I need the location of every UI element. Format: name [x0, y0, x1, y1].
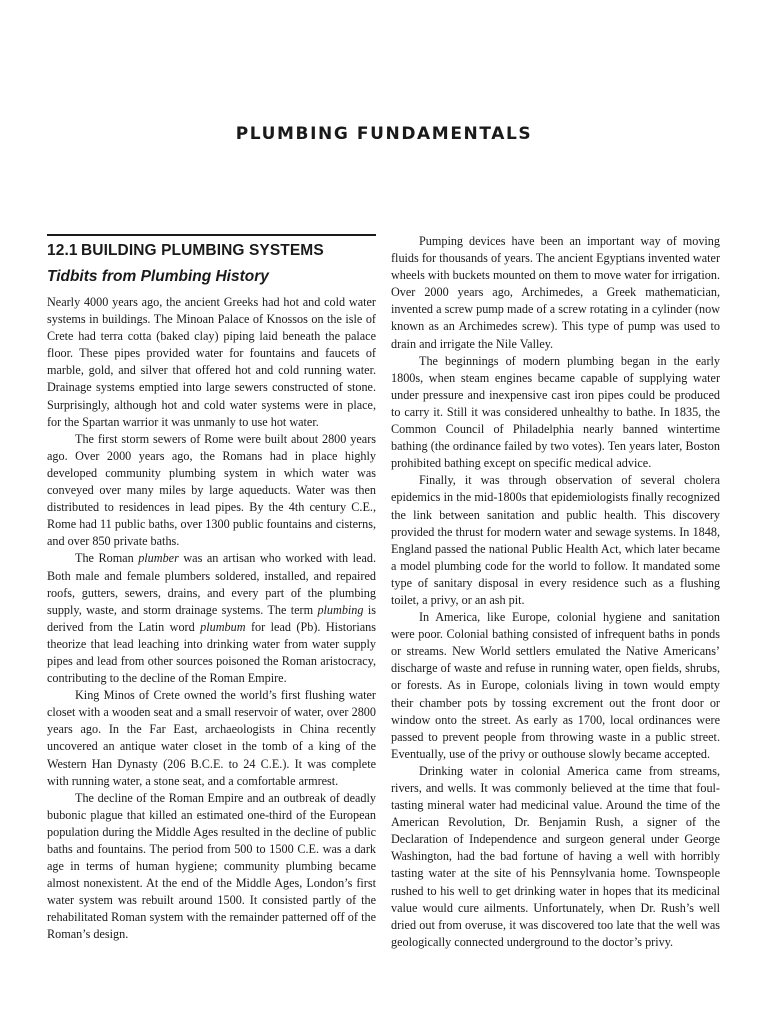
section-rule: [47, 234, 376, 236]
left-column: [47, 234, 376, 944]
section-heading: [47, 242, 376, 260]
paragraph-cholera-epidemics: Finally, it was through observation of several cholera epidemics in the mid-1800s that epidemiologists finally recognized the link between sanitation and public health. This discovery provided the thrust for modern water and sewage systems. In 1848, England passed the national Public Health Act, which later became a model plumbing code for the world to follow. It mandated some type of sanitary disposal in every residence such as a flushing toilet, a privy, or an ash pit.: [391, 473, 720, 607]
paragraph-middle-ages: The decline of the Roman Empire and an outbreak of deadly bubonic plague that killed an estimated one-third of the European population during the Middle Ages resulted in the decline of public baths and fountains. The period from 500 to 1500 C.E. was a dark age in terms of human hygiene; community plumbing became almost nonexistent. At the end of the Middle Ages, London’s first water system was rebuilt around 1500. It consisted partly of the rehabilitated Roman system with the remainder patterned off of the Roman’s design.: [47, 790, 376, 942]
section-title: BUILDING PLUMBING SYSTEMS: [81, 242, 324, 259]
right-column: [391, 233, 720, 951]
paragraph-greek-water-systems: Nearly 4000 years ago, the ancient Greeks had hot and cold water systems in buildings. The Minoan Palace of Knossos on the isle of Crete had terra cotta (baked clay) piping laid beneath the palace floor. These pipes provided water for fountains and faucets of marble, gold, and silver that offered hot and cold running water. Drainage systems emptied into large sewers constructed of stone. Surprisingly, although hot and cold water systems were in place, for the Spartan warrior it was unmanly to use hot water.: [47, 295, 376, 429]
paragraph-modern-plumbing: The beginnings of modern plumbing began in the early 1800s, when steam engines became capable of supplying water under pressure and inexpensive cast iron pipes could be produced to carry it. Still it was considered unhealthy to bathe. In 1835, the Common Council of Philadelphia nearly banned wintertime bathing (the ordinance failed by two votes). Ten years later, Boston prohibited bathing except on specific medical advice.: [391, 353, 720, 471]
paragraph-colonial-drinking-water: Drinking water in colonial America came from streams, rivers, and wells. It was commonly believed at the time that foul-tasting mineral water had medicinal value. Around the time of the American Revolution, Dr. Benjamin Rush, a signer of the Declaration of Independence and surgeon general under George Washington, had the bad fortune of having a well with horribly tasting water at the site of his Pennsylvania home. Townspeople rushed to his well to get drinking water in hopes that its medicinal value would cure ailments. Unfortunately, when Dr. Rush’s well dried out from overuse, it was discovered too late that the well was geologically connected underground to the doctor’s privy.: [391, 763, 720, 949]
chapter-title: PLUMBING FUNDAMENTALS: [235, 124, 533, 144]
section-number: 12.1: [47, 242, 78, 259]
subsection-heading: Tidbits from Plumbing History: [47, 268, 269, 285]
paragraph-roman-sewers: The first storm sewers of Rome were built about 2800 years ago. Over 2000 years ago, the Romans had in place highly developed community plumbing system in which water was conveyed over many miles by large aqueducts. Water was then distributed to residences in lead pipes. By the 4th century C.E., Rome had 11 public baths, over 1300 public fountains and cisterns, and over 850 private baths.: [47, 431, 376, 549]
paragraph-colonial-hygiene: In America, like Europe, colonial hygiene and sanitation were poor. Colonial bathing consisted of infrequent baths in ponds or streams. New World settlers emulated the Native Americans’ discharge of waste and refuse in running water, open fields, shrubs, or forests. As in Europe, colonials living in town would empty their chamber pots by tossing excrement out the front door or window onto the street. As early as 1700, local ordinances were passed to prevent people from throwing waste in a public street. Eventually, use of the privy or outhouse slowly became accepted.: [391, 610, 720, 761]
paragraph-water-closet: King Minos of Crete owned the world’s first flushing water closet with a wooden seat and a small reservoir of water, over 2800 years ago. In the Far East, archaeologists in China recently uncovered an antique water closet in the tomb of a king of the Western Han Dynasty (206 B.C.E. to 24 C.E.). It was complete with running water, a stone seat, and a comfortable armrest.: [47, 688, 377, 788]
paragraph-pumping-devices: Pumping devices have been an important way of moving fluids for thousands of years. The ancient Egyptians invented water wheels with buckets mounted on them to move water for irrigation. Over 2000 years ago, Archimedes, a Greek mathematician, invented a screw pump made of a screw rotating in a cylinder (now known as an Archimedes screw). This type of pump was used to drain and irrigate the Nile Valley.: [391, 234, 720, 351]
paragraph-roman-plumber: The Roman plumber was an artisan who worked with lead. Both male and female plumbers soldered, installed, and repaired roofs, gutters, sewers, drains, and every part of the plumbing supply, waste, and storm drainage systems. The term plumbing is derived from the Latin word plumbum for lead (Pb). Historians theorize that lead leaching into drinking water from water supply pipes and lead from other sources poisoned the Roman aristocracy, contributing to the decline of the Roman Empire.: [47, 551, 376, 686]
